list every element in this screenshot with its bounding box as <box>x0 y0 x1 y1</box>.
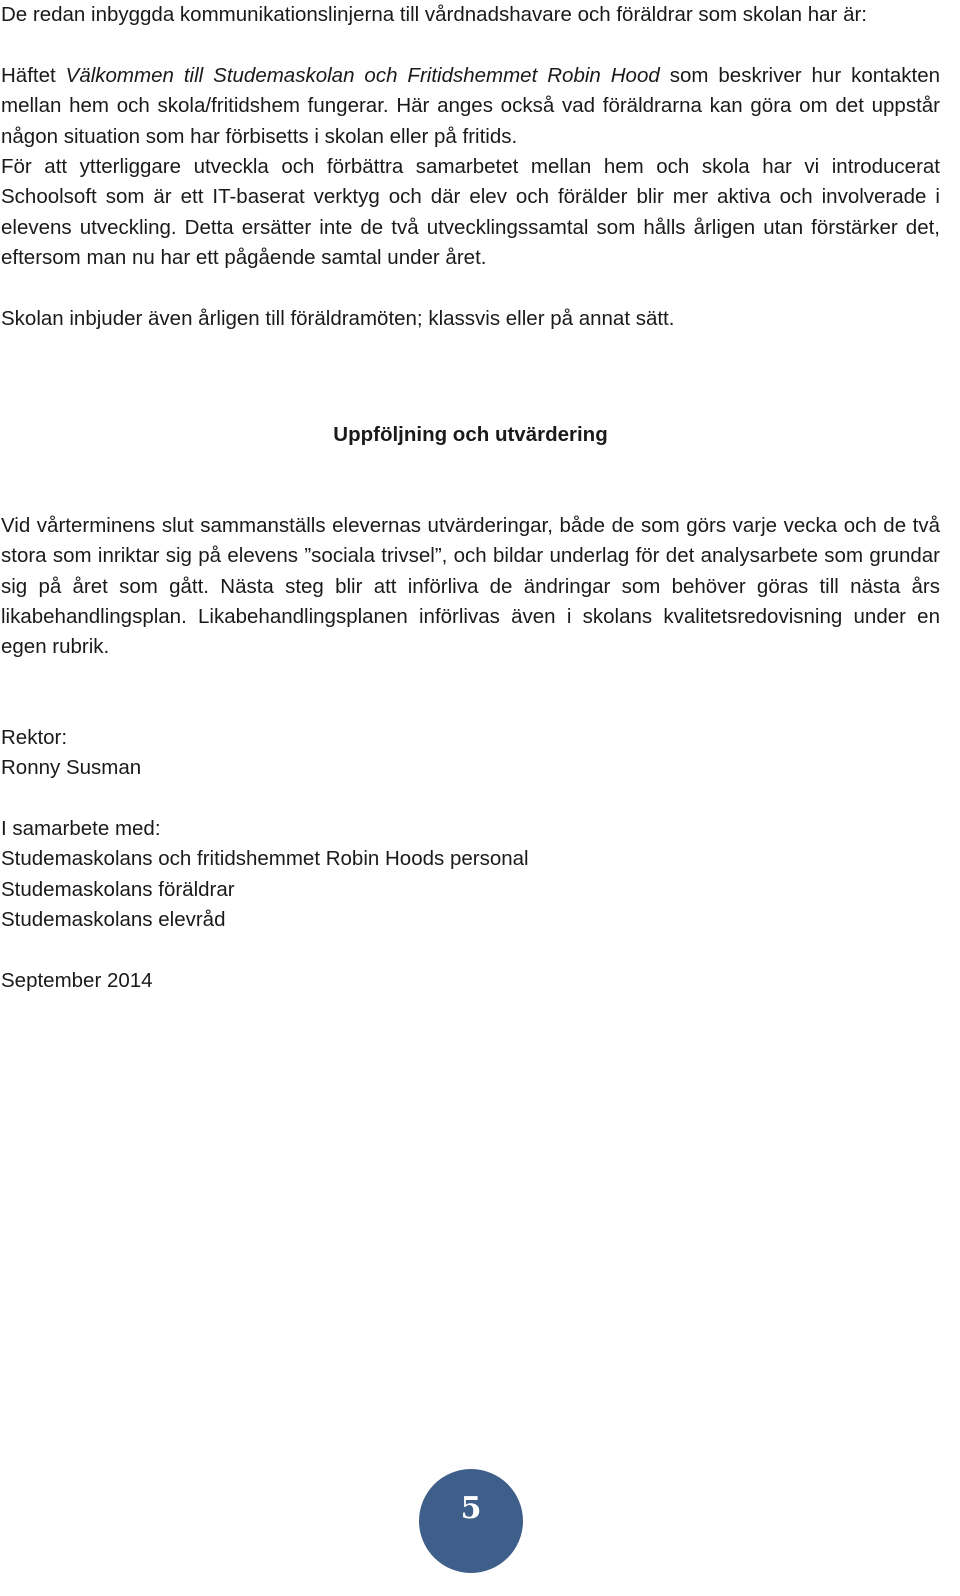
hafte-prefix: Häftet <box>1 63 66 87</box>
collaborator-item: Studemaskolans och fritidshemmet Robin Hoods personal <box>1 847 529 871</box>
collaboration-block <box>1 814 940 936</box>
page-number: 5 <box>460 1491 482 1526</box>
collaborator-item: Studemaskolans föräldrar <box>1 877 235 901</box>
date-block <box>1 966 940 996</box>
document-date: September 2014 <box>1 969 153 993</box>
evaluation-paragraph: Vid vårterminens slut sammanställs elevernas utvärderingar, både de som görs varje vecka och de två stora som inriktar sig på elevens ”sociala trivsel”, och bildar underlag för det analysarbete som grundar sig på året som gått. Nästa steg blir att införliva de ändringar som behöver göras till nästa års likabehandlingsplan. Likabehandlingsplanen införlivas även i skolans kvalitetsredovisning under en egen rubrik. <box>1 513 940 659</box>
page-number-badge <box>419 1469 523 1573</box>
schoolsoft-paragraph: För att ytterliggare utveckla och förbättra samarbetet mellan hem och skola har vi introducerat Schoolsoft som är ett IT-baserat verktyg och där elev och förälder blir mer aktiva och involverade i elevens utveckling. Detta ersätter inte de två utvecklingssamtal som hålls årligen utan förstärker det, eftersom man nu har ett pågående samtal under året. <box>1 155 940 270</box>
rektor-block <box>1 723 940 784</box>
collaboration-label: I samarbete med: <box>1 817 161 841</box>
rektor-name: Ronny Susman <box>1 756 142 780</box>
foraldramoten-paragraph: Skolan inbjuder även årligen till föräldramöten; klassvis eller på annat sätt. <box>1 307 675 331</box>
intro-paragraph: De redan inbyggda kommunikationslinjerna till vårdnadshavare och föräldrar som skolan har är: <box>1 3 868 26</box>
collaborator-item: Studemaskolans elevråd <box>1 908 226 932</box>
section-heading: Uppföljning och utvärdering <box>333 423 608 447</box>
hafte-suffix: som beskriver hur kontakten mellan hem och skola/fritidshem fungerar. Här anges också vad föräldrarna kan göra om det uppstår någon situation som har förbisetts i skolan eller på fritids. <box>1 63 940 148</box>
document-body <box>1 0 940 997</box>
hafte-paragraph <box>1 61 940 152</box>
rektor-label: Rektor: <box>1 725 68 749</box>
hafte-title: Välkommen till Studemaskolan och Fritidshemmet Robin Hood <box>65 63 660 87</box>
